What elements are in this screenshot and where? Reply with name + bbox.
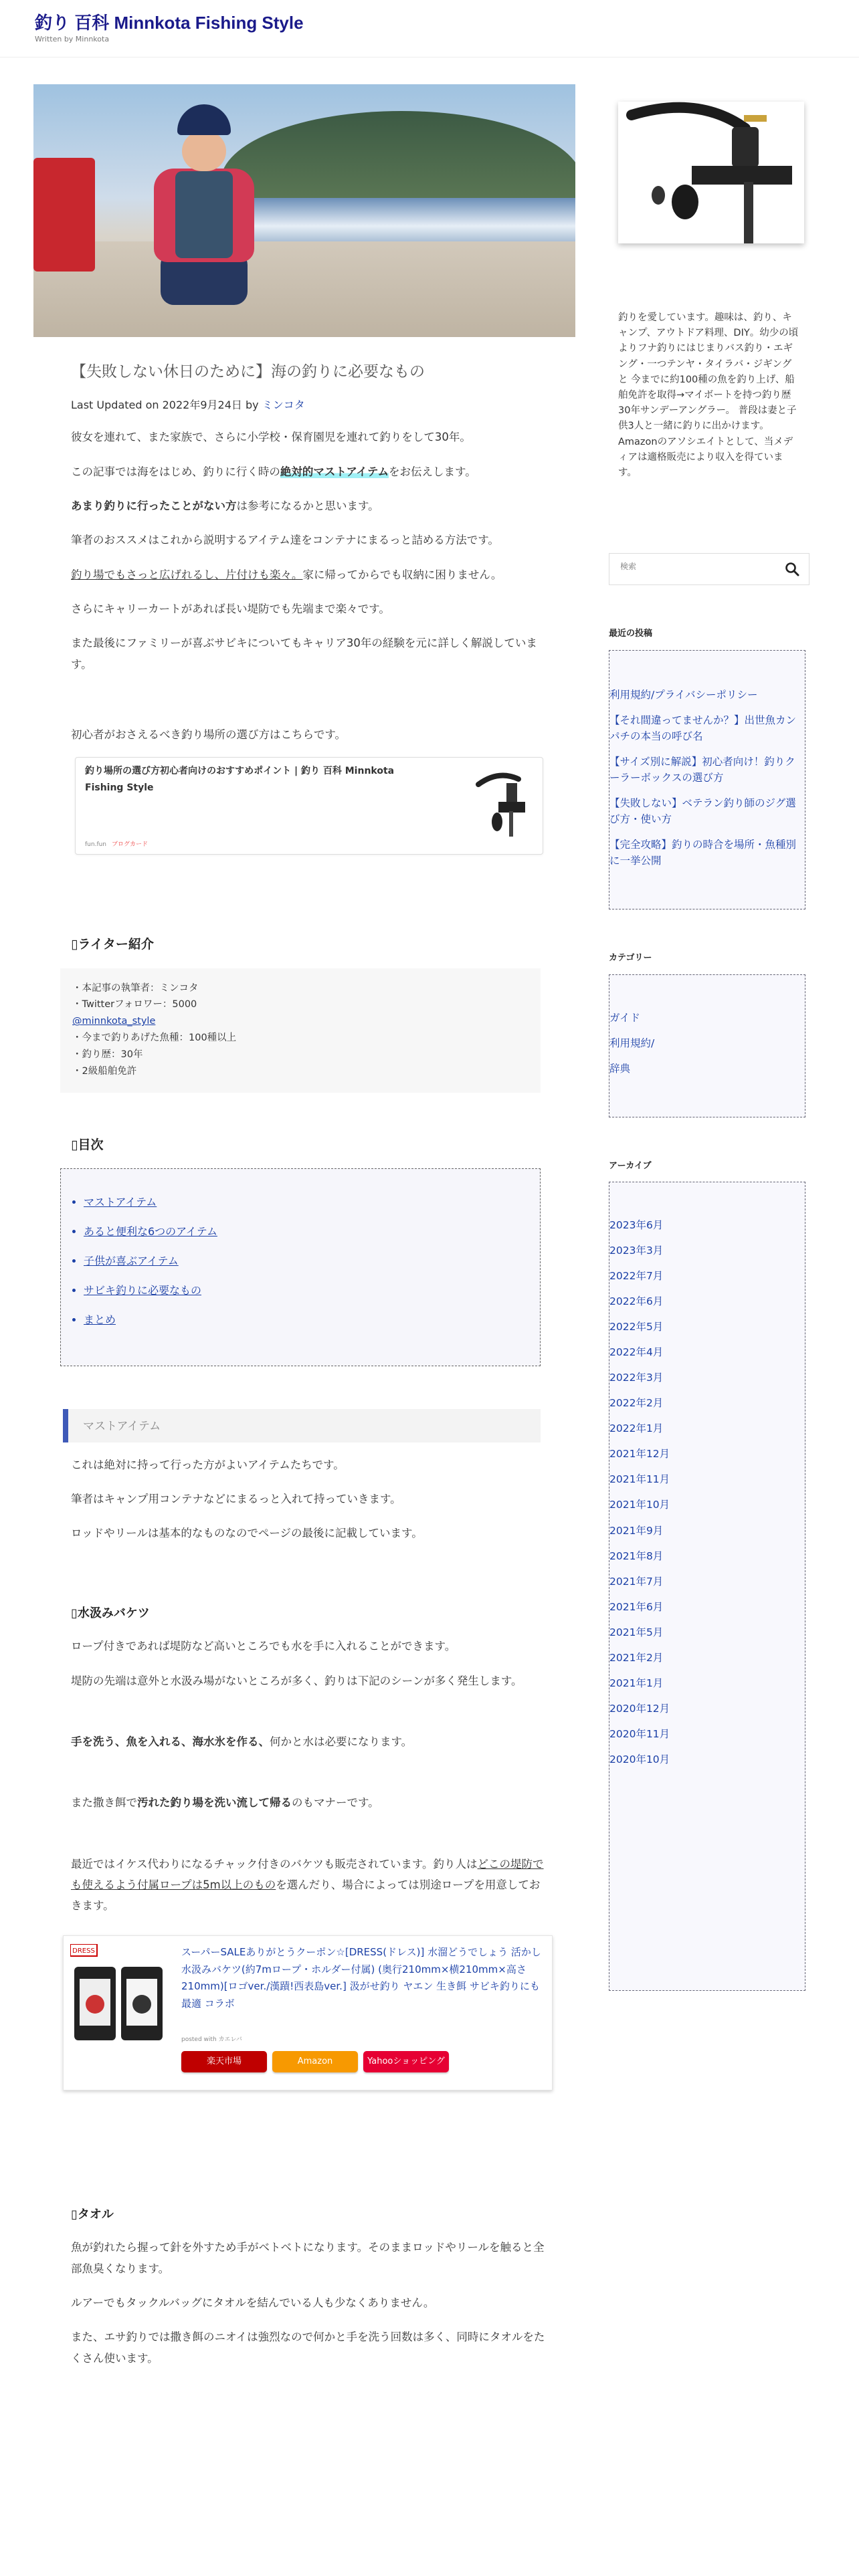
article-body (33, 427, 575, 745)
site-header (0, 0, 859, 58)
section-body (33, 1455, 575, 1544)
writer-line: ・Twitterフォロワー：5000 (72, 999, 197, 1010)
archive-link[interactable]: 2021年6月 (609, 1600, 664, 1613)
archive-link[interactable]: 2021年8月 (609, 1549, 664, 1562)
site-tagline: Written by Minnkota (35, 34, 110, 43)
amazon-button[interactable]: Amazon (272, 2051, 358, 2072)
recent-post-link[interactable]: 【完全攻略】釣りの時合を場所・魚種別に一挙公開 (609, 838, 797, 867)
paragraph: 初心者がおさえるべき釣り場所の選び方はこちらです。 (71, 728, 347, 741)
paragraph: 堤防の先端は意外と水汲み場がないところが多く、釣りは下記のシーンが多く発生します。 (71, 1674, 522, 1687)
paragraph: この記事では海をはじめ、釣りに行く時の絶対的マストアイテムをお伝えします。 (71, 465, 476, 478)
product-box (63, 1935, 553, 2090)
toc-item[interactable]: • あると便利な6つのアイテム (84, 1224, 540, 1253)
search-icon[interactable] (785, 562, 799, 576)
toc-item[interactable]: • まとめ (84, 1312, 540, 1341)
bucket-product-image (70, 1944, 168, 2051)
archive-link[interactable]: 2021年10月 (609, 1499, 670, 1511)
section-body (33, 1636, 575, 1916)
writer-line: ・今まで釣りあげた魚種：100種以上 (72, 1033, 237, 1044)
archive-link[interactable]: 2022年4月 (609, 1346, 664, 1359)
brand-badge: DRESS (72, 1947, 95, 1955)
paragraph: ロープ付きであれば堤防など高いところでも水を手に入れることができます。 (71, 1640, 456, 1653)
categories-title: カテゴリー (609, 952, 652, 963)
blog-card-meta: fun.fun ブログカード (85, 841, 149, 848)
blog-card-title: 釣り場所の選び方初心者向けのおすすめポイント | 釣り 百科 Minnkota Fishing Style (85, 766, 395, 793)
toc-heading: ▯目次 (71, 1137, 104, 1152)
site-title-link[interactable]: 釣り 百科 Minnkota Fishing Style (35, 13, 304, 33)
paragraph: 筆者のおススメはこれから説明するアイテム達をコンテナにまるっと詰める方法です。 (71, 534, 499, 547)
paragraph: また、エサ釣りでは撒き餌のニオイは強烈なので何かと手を洗う回数は多く、同時にタオルをたくさん使います。 (71, 2331, 545, 2365)
twitter-handle-link[interactable]: @minnkota_style (72, 1016, 156, 1027)
paragraph: また最後にファミリーが喜ぶサビキについてもキャリア30年の経験を元に詳しく解説しています。 (71, 637, 537, 671)
archive-link[interactable]: 2022年7月 (609, 1270, 664, 1283)
writer-line: ・釣り歴：30年 (72, 1049, 143, 1061)
recent-posts-title: 最近の投稿 (609, 629, 653, 639)
archive-link[interactable]: 2022年3月 (609, 1372, 664, 1384)
archive-link[interactable]: 2022年1月 (609, 1422, 664, 1435)
archive-link[interactable]: 2021年12月 (609, 1448, 670, 1461)
toc-item[interactable]: • 子供が喜ぶアイテム (84, 1253, 540, 1283)
paragraph: 手を洗う、魚を入れる、海水氷を作る、何かと水は必要になります。 (71, 1735, 413, 1748)
trolling-motor-thumbnail (472, 764, 531, 837)
archive-link[interactable]: 2023年3月 (609, 1245, 664, 1257)
paragraph: さらにキャリーカートがあれば長い堤防でも先端まで楽々です。 (71, 602, 390, 615)
subheading-towel: ▯タオル (71, 2207, 114, 2222)
archive-link[interactable]: 2022年2月 (609, 1397, 664, 1410)
category-link[interactable]: 利用規約/ (609, 1037, 655, 1049)
highlight-text: 絶対的マストアイテム (280, 465, 389, 478)
archive-link[interactable]: 2023年6月 (609, 1219, 664, 1232)
paragraph: 釣り場でもさっと広げれるし、片付けも楽々。家に帰ってからでも収納に困りません。 (71, 568, 502, 581)
author-link[interactable]: ミンコタ (262, 399, 305, 412)
recent-posts-widget (609, 650, 805, 909)
sidebar-profile-image (618, 102, 804, 243)
byline (71, 396, 575, 415)
last-updated: Last Updated on 2022年9月24日 by (71, 399, 259, 412)
subheading-bucket: ▯水汲みバケツ (71, 1606, 150, 1620)
archive-link[interactable]: 2021年5月 (609, 1626, 664, 1638)
paragraph: これは絶対に持って行った方がよいアイテムたちです。 (71, 1458, 345, 1471)
search-form (609, 553, 809, 585)
archive-link[interactable]: 2021年2月 (609, 1651, 664, 1664)
recent-post-link[interactable]: 【サイズ別に解説】初心者向け！釣りクーラーボックスの選び方 (609, 755, 795, 784)
archives-title: アーカイブ (609, 1160, 652, 1171)
section-heading: マストアイテム (63, 1409, 541, 1442)
sidebar (609, 84, 809, 1991)
search-input[interactable] (620, 562, 781, 571)
paragraph: 筆者はキャンプ用コンテナなどにまるっと入れて持っていきます。 (71, 1493, 401, 1506)
trolling-motor-image (618, 102, 804, 243)
archive-link[interactable]: 2021年9月 (609, 1524, 664, 1537)
writer-box (60, 968, 541, 1093)
paragraph: ルアーでもタックルバッグにタオルを結んでいる人も少なくありません。 (71, 2296, 435, 2309)
writer-line: ・本記事の執筆者：ミンコタ (72, 982, 199, 994)
archives-widget (609, 1182, 805, 1991)
child-figure-graphic (134, 104, 268, 318)
recent-post-link[interactable]: 利用規約/プライバシーポリシー (609, 688, 758, 701)
sidebar-about-text: 釣りを愛しています。趣味は、釣り、キャンプ、アウトドア料理、DIY。幼少の頃よりフナ釣りにはじまりバス釣り・エギング・一つテンヤ・タイラバ・ジギングと 今までに約100種の魚を釣り上げ、船舶免許を取得→マイボートを持つ釣り歴30年サンデーアングラー。 普段は妻と子供3人と一緒に釣りに出かけます。 Amazonのアソシエイトとして、当メディアは適格販売により収入を得ています。 (618, 312, 799, 478)
yahoo-button[interactable]: Yahooショッピング (363, 2051, 449, 2072)
post-title: 【失敗しない休日のために】海の釣りに必要なもの (71, 363, 425, 381)
recent-post-link[interactable]: 【それ間違ってませんか？】出世魚カンパチの本当の呼び名 (609, 714, 797, 742)
section-body (33, 2237, 575, 2369)
paragraph: あまり釣りに行ったことがない方は参考になるかと思います。 (71, 499, 379, 512)
archive-link[interactable]: 2021年1月 (609, 1677, 664, 1689)
archive-link[interactable]: 2020年11月 (609, 1727, 670, 1740)
paragraph: ロッドやリールは基本的なものなのでページの最後に記載しています。 (71, 1527, 423, 1540)
writer-line: ・2級船舶免許 (72, 1066, 137, 1077)
writer-heading: ▯ライター紹介 (71, 937, 154, 952)
category-link[interactable]: 辞典 (609, 1062, 631, 1075)
rakuten-button[interactable]: 楽天市場 (181, 2051, 267, 2072)
archive-link[interactable]: 2022年6月 (609, 1295, 664, 1308)
shop-buttons (181, 2051, 449, 2072)
archive-link[interactable]: 2020年10月 (609, 1753, 670, 1765)
paragraph: また撒き餌で汚れた釣り場を洗い流して帰るのもマナーです。 (71, 1796, 379, 1810)
toc-item[interactable]: • マストアイテム (84, 1194, 540, 1224)
product-title-link[interactable]: スーパーSALEありがとうクーポン☆[DRESS(ドレス)] 水溜どうでしょう 活かし水汲みバケツ(約7mロープ・ホルダー付属) (奥行210mm×横210mm×高さ210mm)[ロゴver./漢蹟!西表島ver.] 汲がせ釣り ヤエン 生き餌 サビキ釣りにも最適 コラボ (181, 1945, 541, 2010)
blog-card-link[interactable] (75, 757, 543, 855)
main-content (33, 84, 575, 2369)
archive-link[interactable]: 2021年7月 (609, 1575, 664, 1588)
page-wrapper (0, 58, 859, 2576)
archive-link[interactable]: 2020年12月 (609, 1702, 670, 1715)
paragraph: 彼女を連れて、また家族で、さらに小学校・保育園児を連れて釣りをして30年。 (71, 431, 471, 444)
hero-image (33, 84, 575, 337)
categories-widget (609, 974, 805, 1117)
archive-link[interactable]: 2021年11月 (609, 1473, 670, 1486)
recent-post-link[interactable]: 【失敗しない】ベテラン釣り師のジグ選び方・使い方 (609, 796, 796, 825)
paragraph: 最近ではイケス代わりになるチャック付きのバケツも販売されています。釣り人はどこの堤防でも使えるよう付属ロープは5m以上のものを選んだり、場合によっては別途ロープを用意しておきます。 (71, 1857, 544, 1913)
red-cart-graphic (33, 158, 95, 272)
paragraph: 魚が釣れたら握って針を外すため手がベトベトになります。そのままロッドやリールを触ると全部魚臭くなります。 (71, 2241, 545, 2275)
category-link[interactable]: ガイド (609, 1011, 641, 1024)
posted-with: posted with カエレバ (181, 2036, 242, 2043)
toc-item[interactable]: • サビキ釣りに必要なもの (84, 1283, 540, 1312)
table-of-contents (60, 1168, 541, 1366)
archive-link[interactable]: 2022年5月 (609, 1321, 664, 1333)
